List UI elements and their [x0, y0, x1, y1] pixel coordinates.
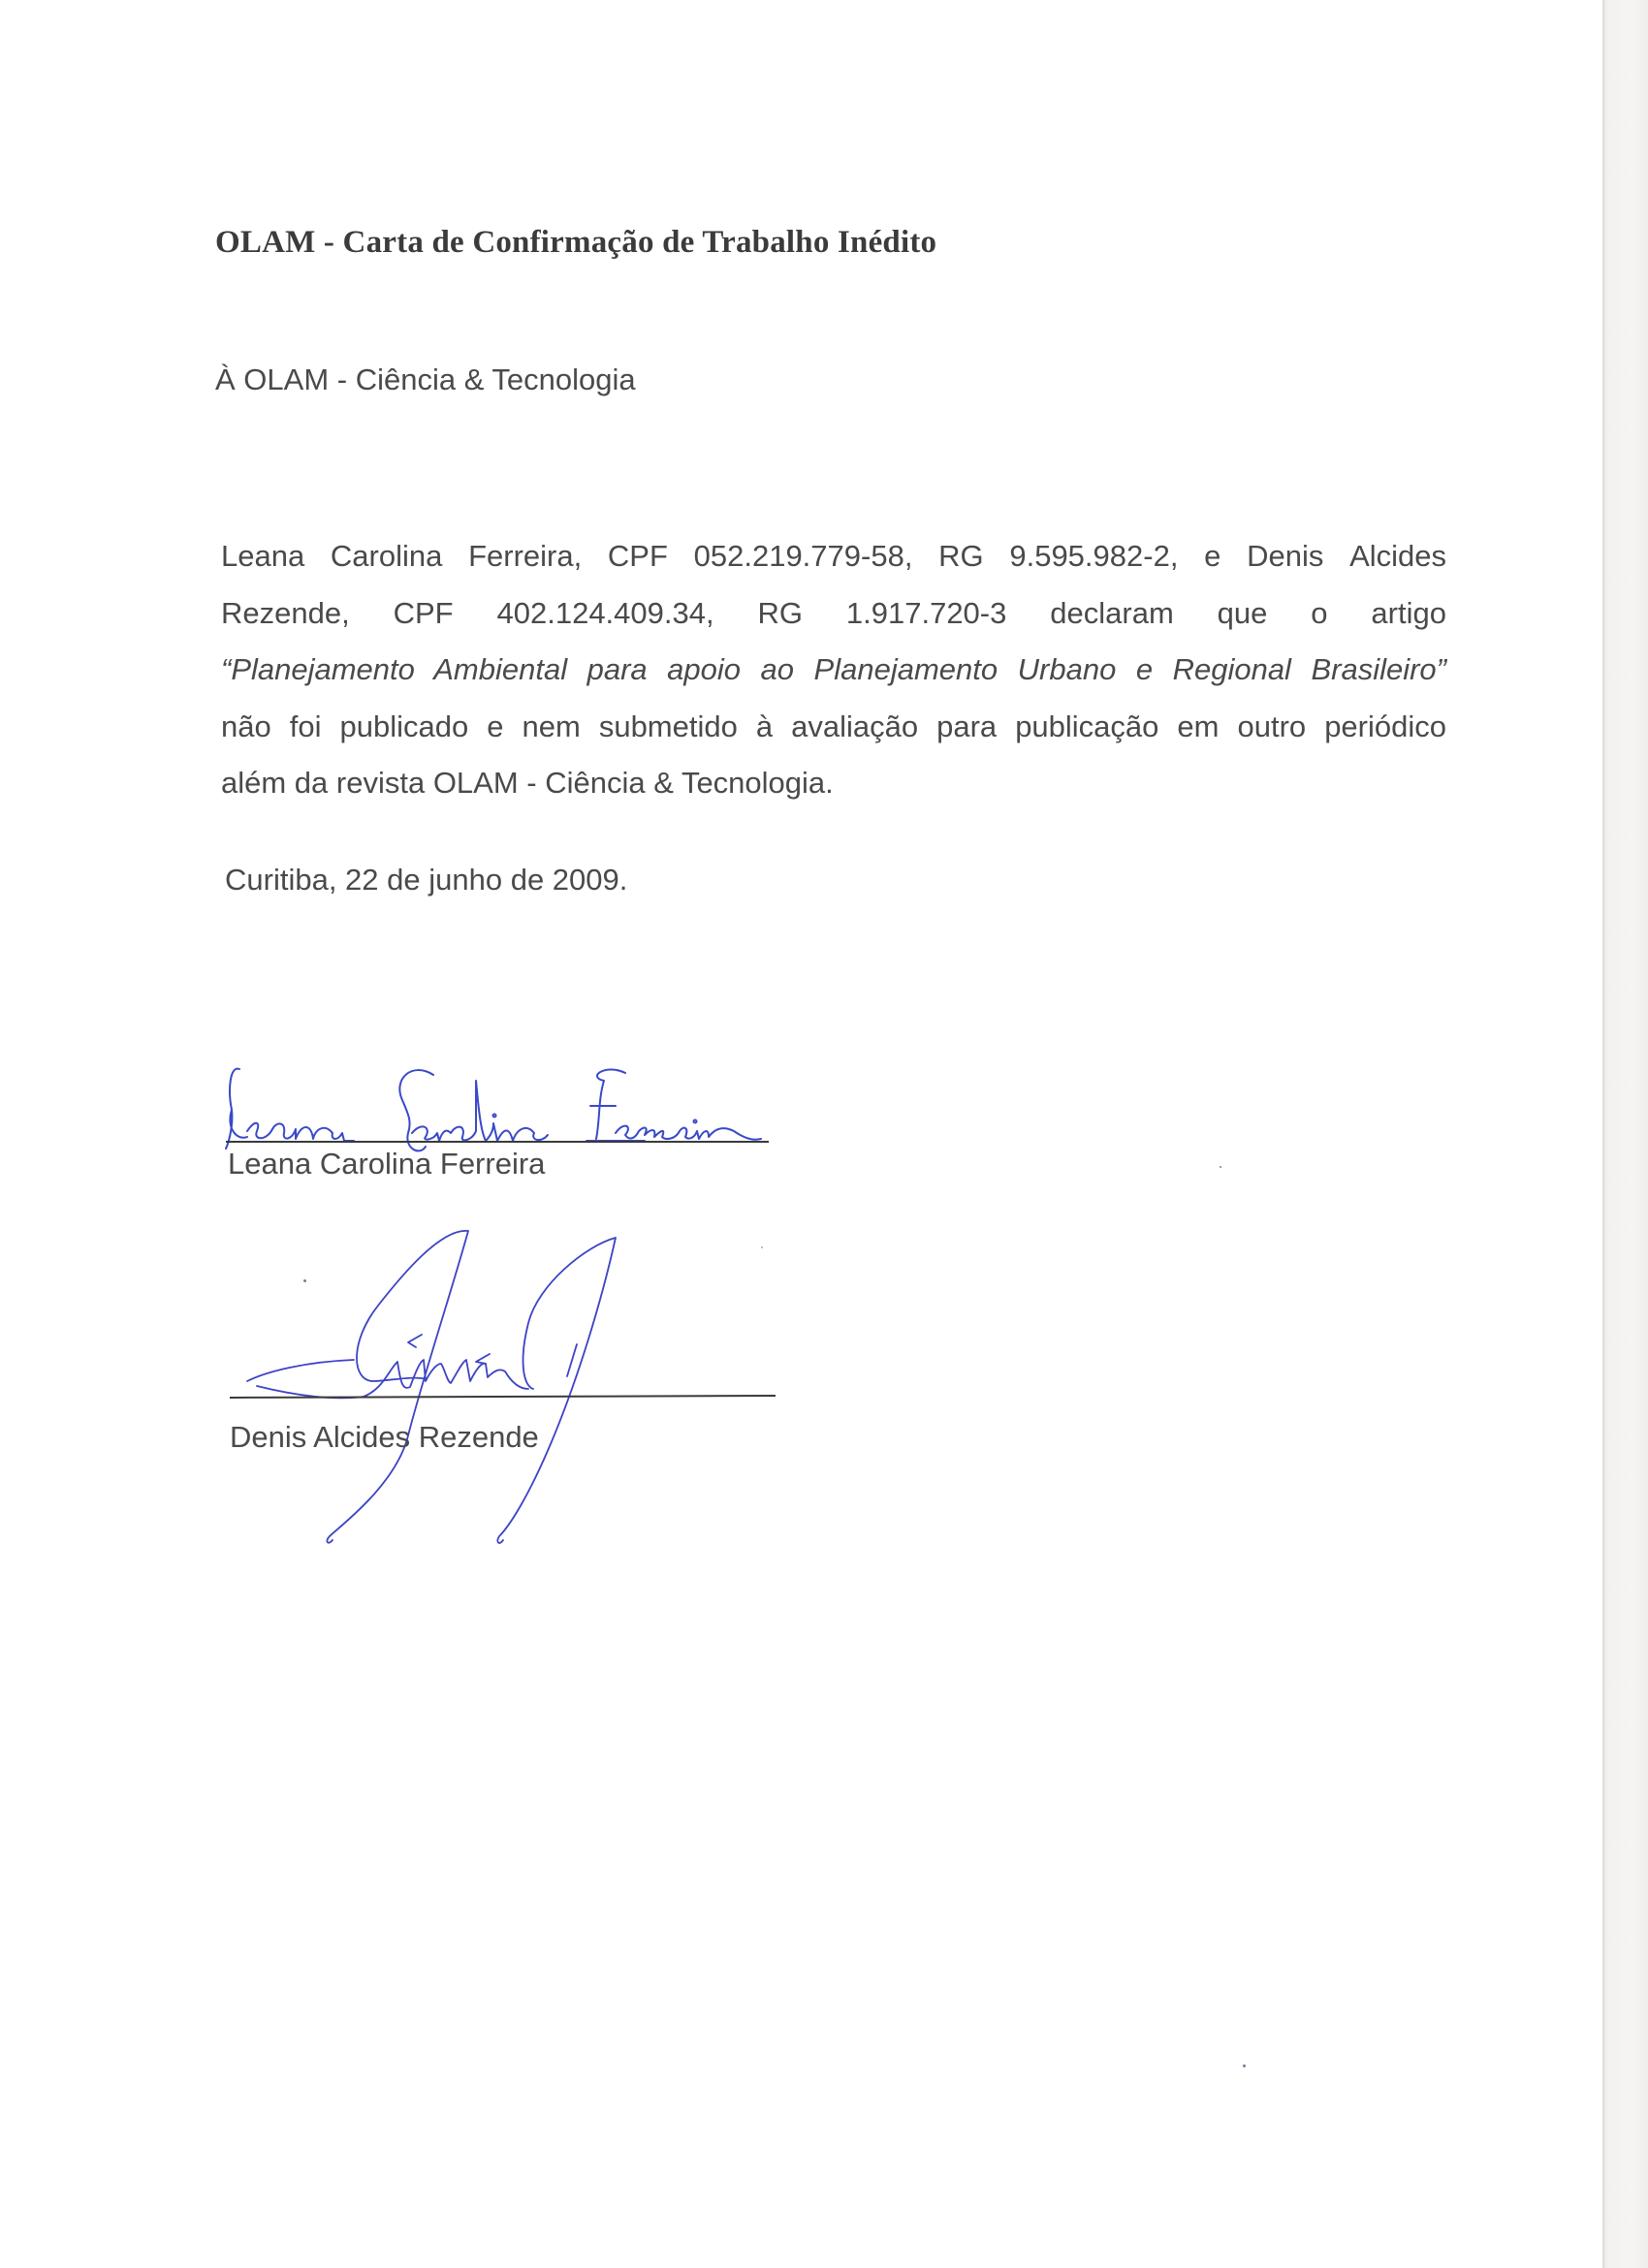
paragraph-line-1 [221, 528, 1446, 585]
scan-speck [1220, 1166, 1221, 1168]
paragraph-text: além da revista OLAM - Ciência & Tecnologia. [221, 766, 834, 800]
paragraph-word: 1.917.720-3 [845, 595, 1007, 630]
paragraph-word: Leana [221, 539, 305, 573]
paragraph-line-5 [221, 755, 1446, 812]
paragraph-word: artigo [1371, 595, 1446, 630]
paragraph-word: 9.595.982-2, [1009, 539, 1179, 573]
recipient-line: À OLAM - Ciência & Tecnologia [215, 362, 636, 396]
handwritten-signature-denis [218, 1216, 800, 1565]
paragraph-word: Ferreira, [468, 539, 583, 573]
paragraph-word: CPF [393, 595, 454, 630]
declaration-paragraph [221, 528, 1446, 812]
paragraph-word: Rezende, [221, 595, 350, 630]
scanned-paper-edge [1602, 0, 1648, 2268]
paragraph-word: CPF [607, 539, 668, 573]
paragraph-word: RG [938, 539, 984, 573]
signature-block-denis [218, 1216, 800, 1565]
letter-title: OLAM - Carta de Confirmação de Trabalho Inédito [215, 225, 937, 260]
signature-block-leana [218, 1052, 839, 1197]
paragraph-word: declaram [1050, 595, 1174, 630]
paragraph-word: que [1217, 595, 1268, 630]
scan-speck [1243, 2064, 1246, 2067]
paragraph-word: Denis [1247, 539, 1324, 573]
article-title: “Planejamento Ambiental para apoio ao Planejamento Urbano e Regional Brasileiro” [221, 652, 1446, 686]
paragraph-word: e [1204, 539, 1221, 573]
signatory-name: Leana Carolina Ferreira [228, 1147, 546, 1181]
paragraph-word: o [1311, 595, 1328, 630]
signatory-name: Denis Alcides Rezende [230, 1420, 539, 1454]
paragraph-word: 402.124.409.34, [496, 595, 714, 630]
date-line: Curitiba, 22 de junho de 2009. [225, 863, 628, 897]
paragraph-text: não foi publicado e nem submetido à avaliação para publicação em outro periódico [221, 709, 1446, 743]
signature-line [226, 1141, 769, 1143]
scan-speck [761, 1246, 763, 1248]
paragraph-line-3 [221, 642, 1446, 699]
paragraph-word: Carolina [330, 539, 443, 573]
paragraph-line-4 [221, 699, 1446, 756]
paragraph-word: RG [757, 595, 803, 630]
paragraph-line-2 [221, 585, 1446, 643]
paragraph-word: 052.219.779-58, [693, 539, 913, 573]
scan-speck [303, 1279, 306, 1282]
paragraph-word: Alcides [1349, 539, 1446, 573]
